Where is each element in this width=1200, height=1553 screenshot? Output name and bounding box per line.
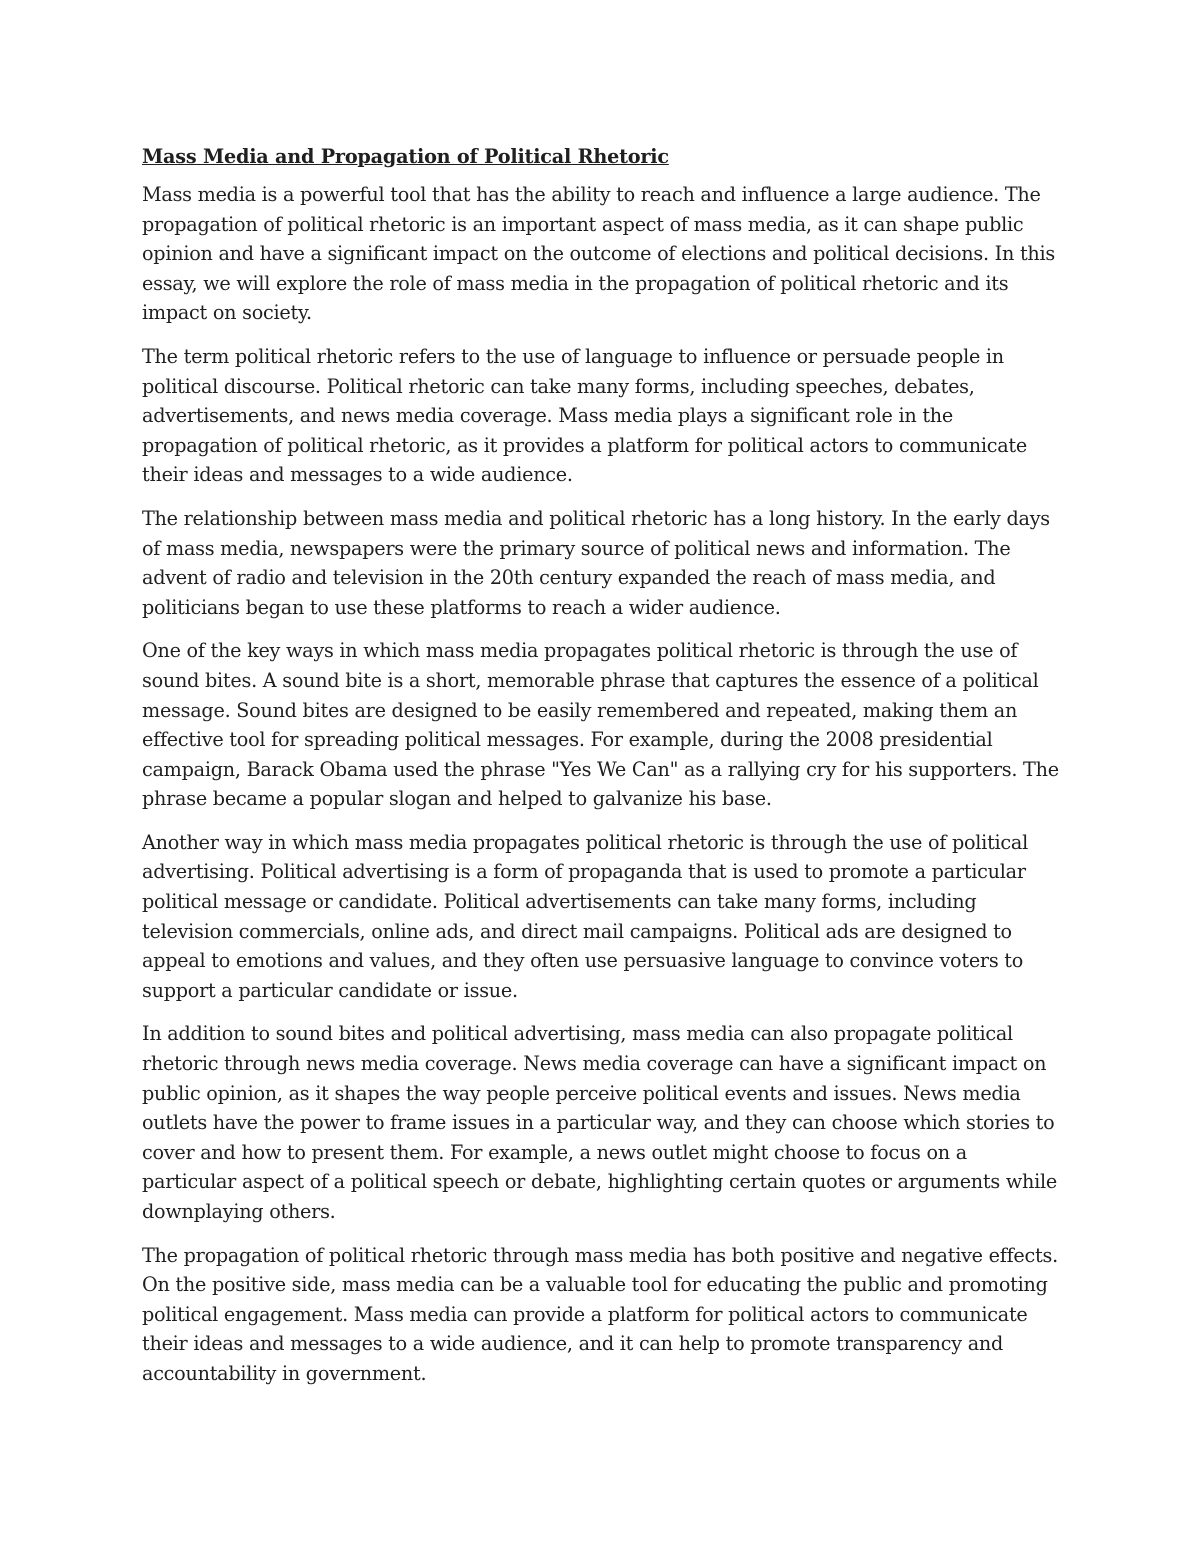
document-body	[142, 144, 1062, 1403]
paragraph-advertising: Another way in which mass media propagates political rhetoric is through the use of political advertising. Political advertising is a form of propaganda that is used to promote a particular political message or candidate. Political advertisements can take many forms, including television commercials, online ads, and direct mail campaigns. Political ads are designed to appeal to emotions and values, and they often use persuasive language to convince voters to support a particular candidate or issue.	[142, 830, 1028, 1002]
document-title: Mass Media and Propagation of Political Rhetoric	[142, 145, 669, 168]
paragraph-intro: Mass media is a powerful tool that has the ability to reach and influence a large audience. The propagation of political rhetoric is an important aspect of mass media, as it can shape public opinion and have a significant impact on the outcome of elections and political decisions. In this essay, we will explore the role of mass media in the propagation of political rhetoric and its impact on society.	[142, 183, 1055, 325]
paragraph-definition: The term political rhetoric refers to the use of language to influence or persuade people in political discourse. Political rhetoric can take many forms, including speeches, debates, advertisements, and news media coverage. Mass media plays a significant role in the propagation of political rhetoric, as it provides a platform for political actors to communicate their ideas and messages to a wide audience.	[142, 344, 1027, 487]
paragraph-effects: The propagation of political rhetoric through mass media has both positive and negative effects. On the positive side, mass media can be a valuable tool for educating the public and promoting political engagement. Mass media can provide a platform for political actors to communicate their ideas and messages to a wide audience, and it can help to promote transparency and accountability in government.	[142, 1243, 1058, 1385]
paragraph-history: The relationship between mass media and political rhetoric has a long history. In the early days of mass media, newspapers were the primary source of political news and information. The advent of radio and television in the 20th century expanded the reach of mass media, and politicians began to use these platforms to reach a wider audience.	[142, 506, 1050, 619]
paragraph-sound-bites: One of the key ways in which mass media propagates political rhetoric is through the use of sound bites. A sound bite is a short, memorable phrase that captures the essence of a political message. Sound bites are designed to be easily remembered and repeated, making them an effective tool for spreading political messages. For example, during the 2008 presidential campaign, Barack Obama used the phrase "Yes We Can" as a rallying cry for his supporters. The phrase became a popular slogan and helped to galvanize his base.	[142, 639, 1059, 811]
paragraph-news-coverage: In addition to sound bites and political advertising, mass media can also propagate political rhetoric through news media coverage. News media coverage can have a significant impact on public opinion, as it shapes the way people perceive political events and issues. News media outlets have the power to frame issues in a particular way, and they can choose which stories to cover and how to present them. For example, a news outlet might choose to focus on a particular aspect of a political speech or debate, highlighting certain quotes or arguments while downplaying others.	[142, 1022, 1057, 1223]
